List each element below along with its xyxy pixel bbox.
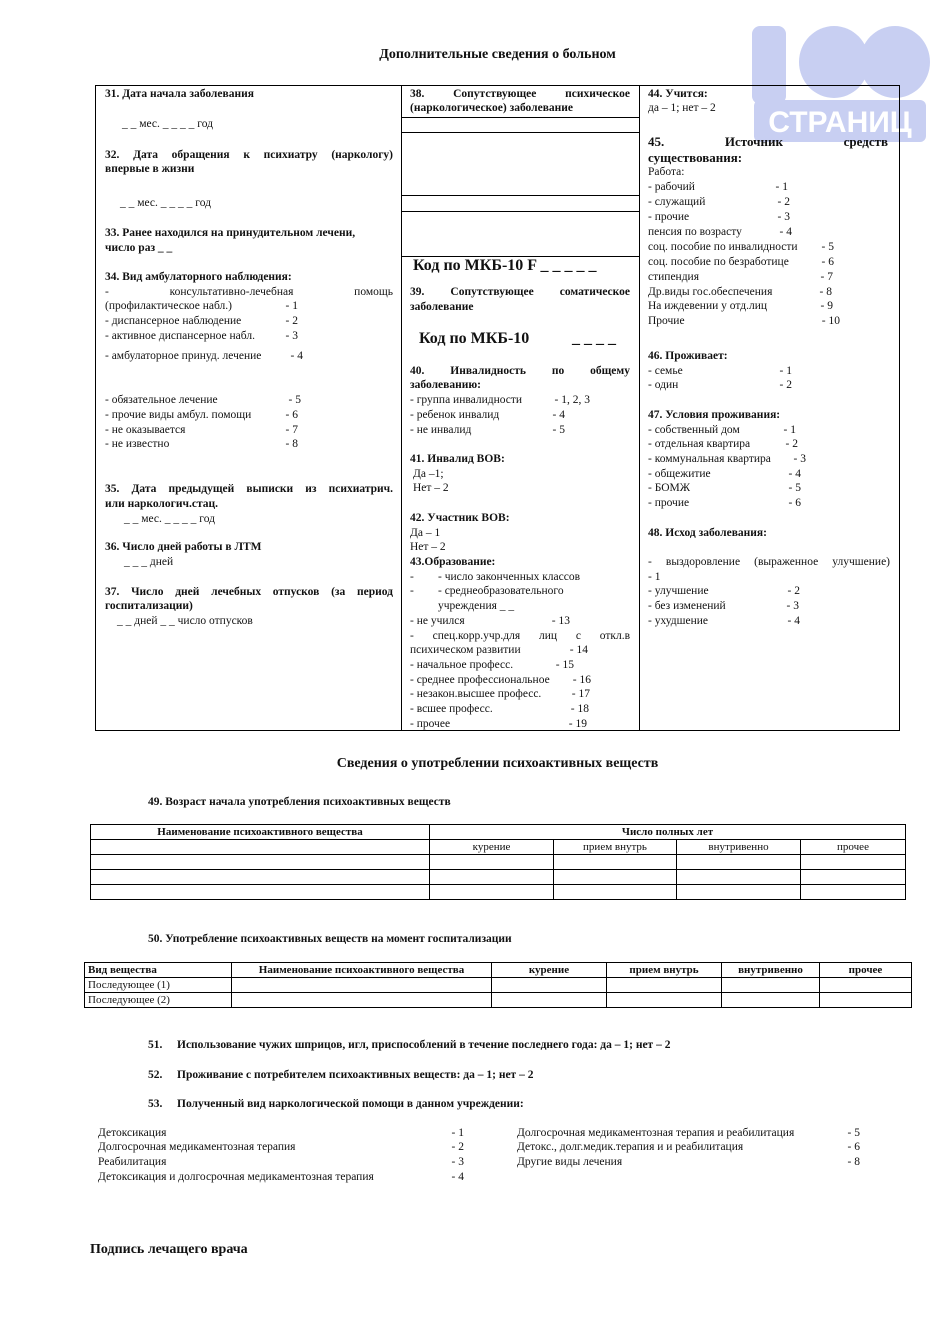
q52-number: 52. [148, 1069, 163, 1081]
table-row [85, 978, 912, 993]
table-header: прочее [820, 963, 912, 978]
q47-option: - прочие - 6 [648, 497, 801, 509]
q43-option: - незакон.высшее професс. - 17 [410, 688, 590, 700]
table-cell [677, 870, 801, 885]
q45-option: - прочие - 3 [648, 211, 790, 223]
q40-label: 40. Инвалидность по общему [410, 365, 630, 377]
q37-value: _ _ дней _ _ число отпусков [117, 615, 253, 627]
q53-number: 53. [148, 1098, 163, 1110]
table-header: прием внутрь [607, 963, 722, 978]
table-cell [554, 885, 677, 900]
q46-label: 46. Проживает: [648, 350, 728, 362]
q53-option: Детоксикация - 1 [98, 1127, 464, 1139]
table-cell [820, 993, 912, 1008]
q40-option: - группа инвалидности - 1, 2, 3 [410, 394, 590, 406]
table-subheader-row [91, 840, 906, 855]
q46-option: - семье - 1 [648, 365, 792, 377]
q43-option: - - число законченных классов [410, 571, 581, 583]
q53-option: Другие виды лечения - 8 [517, 1156, 860, 1168]
table-cell [91, 840, 430, 855]
q46-option: - один - 2 [648, 379, 792, 391]
watermark-text: СТРАНИЦ [768, 106, 912, 139]
q40-option: - не инвалид - 5 [410, 424, 565, 436]
q43-option: - не учился - 13 [410, 615, 570, 627]
q45-option: Прочие - 10 [648, 315, 840, 327]
q39-label-cont: заболевание [410, 301, 474, 313]
q42-yes: Да – 1 [410, 527, 441, 539]
q34-option: - амбулаторное принуд. лечение - 4 [105, 350, 303, 362]
table-cell [677, 885, 801, 900]
table-header: Число полных лет [430, 825, 906, 840]
column-divider-2 [639, 86, 640, 730]
table-cell: Последующее (2) [85, 993, 232, 1008]
icd-code: Код по МКБ-10 [419, 330, 530, 347]
table-cell [232, 993, 492, 1008]
hline [401, 132, 639, 133]
table-cell: Последующее (1) [85, 978, 232, 993]
table-cell [91, 870, 430, 885]
q45-option: стипендия - 7 [648, 271, 833, 283]
q42-no: Нет – 2 [410, 541, 446, 553]
table-header: прочее [801, 840, 906, 855]
q41-no: Нет – 2 [413, 482, 449, 494]
q35-date: _ _ мес. _ _ _ _ год [124, 513, 215, 525]
table-cell [232, 978, 492, 993]
table-header: прием внутрь [554, 840, 677, 855]
q43-option: психическом развитии - 14 [410, 644, 588, 656]
q41-yes: Да –1; [413, 468, 444, 480]
table-cell [430, 855, 554, 870]
table-cell [801, 885, 906, 900]
q45-work: Работа: [648, 166, 685, 178]
q50-label: 50. Употребление психоактивных веществ на момент госпитализации [148, 933, 512, 945]
q44-label: 44. Учится: [648, 88, 708, 100]
q35-label-cont: или наркологич.стац. [105, 498, 218, 510]
q34-option: - прочие виды амбул. помощи - 6 [105, 409, 298, 421]
hline [401, 195, 639, 196]
table-cell [554, 870, 677, 885]
table-cell [91, 855, 430, 870]
q43-option: - среднее профессиональное - 16 [410, 674, 591, 686]
q48-option: - ухудшение - 4 [648, 615, 800, 627]
q42-label: 42. Участник ВОВ: [410, 512, 510, 524]
q34-option: - не известно - 8 [105, 438, 298, 450]
q34-option: (профилактическое набл.) - 1 [105, 300, 298, 312]
q47-option: - общежитие - 4 [648, 468, 801, 480]
table-row [91, 870, 906, 885]
q48-label: 48. Исход заболевания: [648, 527, 767, 539]
q53-option: Детокс., долг.медик.терапия и и реабилитация - 6 [517, 1141, 860, 1153]
q43-option: - спец.корр.учр.для лиц с откл.в [410, 630, 630, 642]
section-title: Сведения о употреблении психоактивных веществ [336, 756, 659, 771]
q53-option: Долгосрочная медикаментозная терапия - 2 [98, 1141, 464, 1153]
table-50 [84, 962, 912, 1008]
q53-option: Детоксикация и долгосрочная медикаментозная терапия - 4 [98, 1171, 464, 1183]
q41-label: 41. Инвалид ВОВ: [410, 453, 505, 465]
table-cell [801, 855, 906, 870]
q32-label-cont: впервые в жизни [105, 163, 195, 175]
q52-label: Проживание с потребителем психоактивных веществ: да – 1; нет – 2 [177, 1069, 534, 1081]
table-cell [820, 978, 912, 993]
q43-option: - начальное професс. - 15 [410, 659, 574, 671]
q34-option: - не оказывается - 7 [105, 424, 298, 436]
q45-option: соц. пособие по безработице - 6 [648, 256, 834, 268]
q34-label: 34. Вид амбулаторного наблюдения: [105, 271, 292, 283]
q44-answer: да – 1; нет – 2 [648, 102, 716, 114]
table-cell [607, 993, 722, 1008]
table-header-row [85, 963, 912, 978]
q48-option: - улучшение - 2 [648, 585, 800, 597]
table-cell [722, 978, 820, 993]
table-cell [722, 993, 820, 1008]
page-title: Дополнительные сведения о больном [379, 47, 616, 62]
table-cell [430, 885, 554, 900]
q36-value: _ _ _ дней [124, 556, 174, 568]
hline [401, 211, 639, 212]
q32-date: _ _ мес. _ _ _ _ год [120, 197, 211, 209]
q40-label-cont: заболеванию: [410, 379, 481, 391]
q40-option: - ребенок инвалид - 4 [410, 409, 565, 421]
q39-label: 39. Сопутствующее соматическое [410, 286, 630, 298]
q45-option: соц. пособие по инвалидности - 5 [648, 241, 834, 253]
q34-option: - активное диспансерное набл. - 3 [105, 330, 298, 342]
table-header-row [91, 825, 906, 840]
q33-label: 33. Ранее находился на принудительном лечени, [105, 227, 356, 239]
q45-option: пенсия по возрасту - 4 [648, 226, 792, 238]
table-header: Вид вещества [85, 963, 232, 978]
q38-label: 38. Сопутствующее психическое [410, 88, 630, 100]
q36-label: 36. Число дней работы в ЛТМ [105, 541, 262, 553]
q45-option: - рабочий - 1 [648, 181, 788, 193]
table-cell [91, 885, 430, 900]
q43-option: - прочее - 19 [410, 718, 587, 730]
q45-label-cont: существования: [648, 150, 743, 165]
q43-option: - всшее професс. - 18 [410, 703, 589, 715]
table-header: Наименование психоактивного вещества [91, 825, 430, 840]
q53-option: Реабилитация - 3 [98, 1156, 464, 1168]
q47-label: 47. Условия проживания: [648, 409, 781, 421]
q37-label-cont: госпитализации) [105, 600, 193, 612]
icd-blanks: _ _ _ _ [572, 330, 616, 347]
q47-option: - коммунальная квартира - 3 [648, 453, 806, 465]
q47-option: - БОМЖ - 5 [648, 482, 801, 494]
q35-label: 35. Дата предыдущей выписки из психиатрич. [105, 483, 393, 495]
table-header: Наименование психоактивного вещества [232, 963, 492, 978]
q49-label: 49. Возраст начала употребления психоактивных веществ [148, 796, 451, 808]
table-cell [677, 855, 801, 870]
table-cell [492, 978, 607, 993]
icd-f-code: Код по МКБ-10 F _ _ _ _ _ [413, 257, 597, 274]
table-row [91, 885, 906, 900]
q34-option: - консультативно-лечебная помощь [105, 286, 393, 298]
table-row [85, 993, 912, 1008]
table-header: внутривенно [722, 963, 820, 978]
q47-option: - собственный дом - 1 [648, 424, 796, 436]
q51-number: 51. [148, 1039, 163, 1051]
table-cell [607, 978, 722, 993]
q31-label: 31. Дата начала заболевания [105, 88, 254, 100]
q34-option: - обязательное лечение - 5 [105, 394, 301, 406]
q38-label-cont: (наркологическое) заболевание [410, 102, 574, 114]
table-cell [492, 993, 607, 1008]
q48-option: - выздоровление (выраженное улучшение) [648, 556, 890, 568]
q53-option: Долгосрочная медикаментозная терапия и реабилитация - 5 [517, 1127, 860, 1139]
q33-label-cont: число раз _ _ [105, 242, 173, 254]
table-cell [430, 870, 554, 885]
q43-option: - - среднеобразовательного [410, 585, 564, 597]
table-header: курение [492, 963, 607, 978]
table-header: внутривенно [677, 840, 801, 855]
table-header: курение [430, 840, 554, 855]
column-divider-1 [401, 86, 402, 730]
q47-option: - отдельная квартира - 2 [648, 438, 798, 450]
q45-label: 45. Источник средств [648, 134, 888, 149]
table-cell [801, 870, 906, 885]
q34-option: - диспансерное наблюдение - 2 [105, 315, 298, 327]
q48-option: - без изменений - 3 [648, 600, 799, 612]
q43-option-cont: учреждения _ _ [438, 600, 515, 612]
q45-option: На иждевении у отд.лиц - 9 [648, 300, 833, 312]
q43-label: 43.Образование: [410, 556, 496, 568]
q31-date: _ _ мес. _ _ _ _ год [122, 118, 213, 130]
q32-label: 32. Дата обращения к психиатру (наркологу) [105, 149, 393, 161]
hline [401, 117, 639, 118]
table-cell [554, 855, 677, 870]
q45-option: Др.виды гос.обеспечения - 8 [648, 286, 832, 298]
q53-label: Полученный вид наркологической помощи в данном учреждении: [177, 1098, 524, 1110]
q48-option-code: - 1 [648, 571, 661, 583]
q45-option: - служащий - 2 [648, 196, 790, 208]
q37-label: 37. Число дней лечебных отпусков (за период [105, 586, 393, 598]
signature-label: Подпись лечащего врача [90, 1242, 248, 1257]
table-49 [90, 824, 906, 900]
q51-label: Использование чужих шприцов, игл, приспособлений в течение последнего года: да – 1; нет – 2 [177, 1039, 671, 1051]
table-row [91, 855, 906, 870]
